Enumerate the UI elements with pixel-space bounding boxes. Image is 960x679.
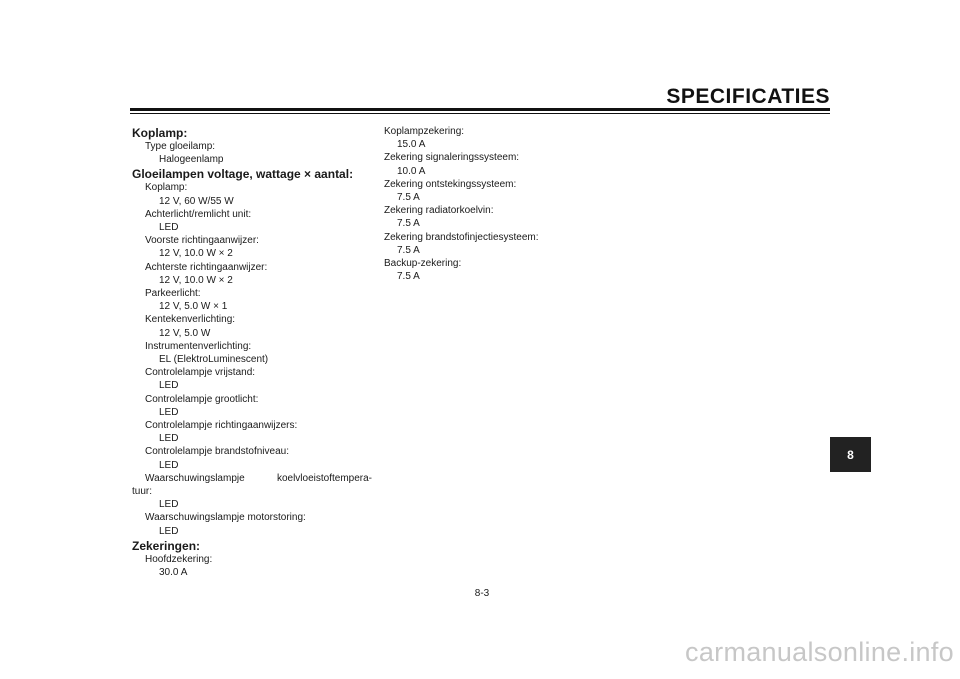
spec-value: 7.5 A — [397, 218, 420, 230]
spec-label: Zekering radiatorkoelvin: — [384, 205, 494, 217]
spec-value: 12 V, 5.0 W × 1 — [159, 301, 228, 313]
spec-value: 7.5 A — [397, 271, 420, 283]
spec-label: Controlelampje grootlicht: — [145, 393, 259, 405]
right-column — [384, 125, 624, 283]
spec-value: 12 V, 10.0 W × 2 — [159, 248, 233, 260]
spec-label: Waarschuwingslampje motorstoring: — [145, 512, 306, 524]
spec-value: LED — [159, 499, 179, 511]
spec-label: Achterste richtingaanwijzer: — [145, 261, 268, 273]
spec-label-continuation: tuur: — [132, 486, 153, 498]
spec-value: 7.5 A — [397, 244, 420, 256]
spec-label: Controlelampje vrijstand: — [145, 367, 256, 379]
spec-label: Koplamp: — [145, 182, 188, 194]
spec-value: LED — [159, 459, 179, 471]
chapter-tab — [830, 437, 871, 472]
spec-label: Waarschuwingslampje koelvloeistoftempera- — [145, 472, 372, 484]
spec-value: 12 V, 60 W/55 W — [159, 195, 234, 207]
header-rule-thin — [130, 113, 830, 114]
spec-value: LED — [159, 406, 179, 418]
page-title: SPECIFICATIES — [666, 85, 830, 108]
spec-value: EL (ElektroLuminescent) — [159, 354, 269, 366]
spec-label: Controlelampje richtingaanwijzers: — [145, 420, 298, 432]
spec-value: LED — [159, 433, 179, 445]
spec-label: Zekering signaleringssysteem: — [384, 152, 520, 164]
watermark: carmanualsonline.info — [685, 637, 954, 667]
spec-value: 12 V, 5.0 W — [159, 327, 211, 339]
spec-label: Zekering ontstekingssysteem: — [384, 178, 517, 190]
spec-label: Type gloeilamp: — [145, 141, 216, 152]
spec-label: Zekering brandstofinjectiesysteem: — [384, 231, 539, 243]
spec-value: LED — [159, 222, 179, 234]
spec-label: Hoofdzekering: — [145, 553, 213, 565]
spec-value: 15.0 A — [397, 139, 426, 151]
spec-value: LED — [159, 525, 179, 537]
chapter-number: 8 — [847, 447, 854, 462]
spec-value: 10.0 A — [397, 165, 426, 177]
section-heading-koplamp: Koplamp: — [132, 126, 188, 140]
spec-value: Halogeenlamp — [159, 154, 224, 166]
spec-label: Controlelampje brandstofniveau: — [145, 446, 289, 458]
section-heading-zekeringen: Zekeringen: — [132, 538, 201, 553]
header-rule-thick — [130, 108, 830, 111]
spec-label: Parkeerlicht: — [145, 288, 201, 300]
spec-label: Achterlicht/remlicht unit: — [145, 208, 252, 220]
spec-value: 30.0 A — [159, 567, 188, 579]
spec-label: Backup-zekering: — [384, 258, 462, 270]
spec-value: 12 V, 10.0 W × 2 — [159, 274, 233, 286]
page-number: 8-3 — [474, 588, 490, 599]
spec-value: 7.5 A — [397, 192, 420, 204]
spec-label: Koplampzekering: — [384, 126, 465, 137]
section-heading-gloeilampen: Gloeilampen voltage, wattage × aantal: — [132, 167, 354, 182]
spec-label: Voorste richtingaanwijzer: — [145, 235, 259, 247]
spec-label: Instrumentenverlichting: — [145, 340, 252, 352]
spec-value: LED — [159, 380, 179, 392]
spec-label: Kentekenverlichting: — [145, 314, 236, 326]
left-column — [132, 125, 372, 579]
